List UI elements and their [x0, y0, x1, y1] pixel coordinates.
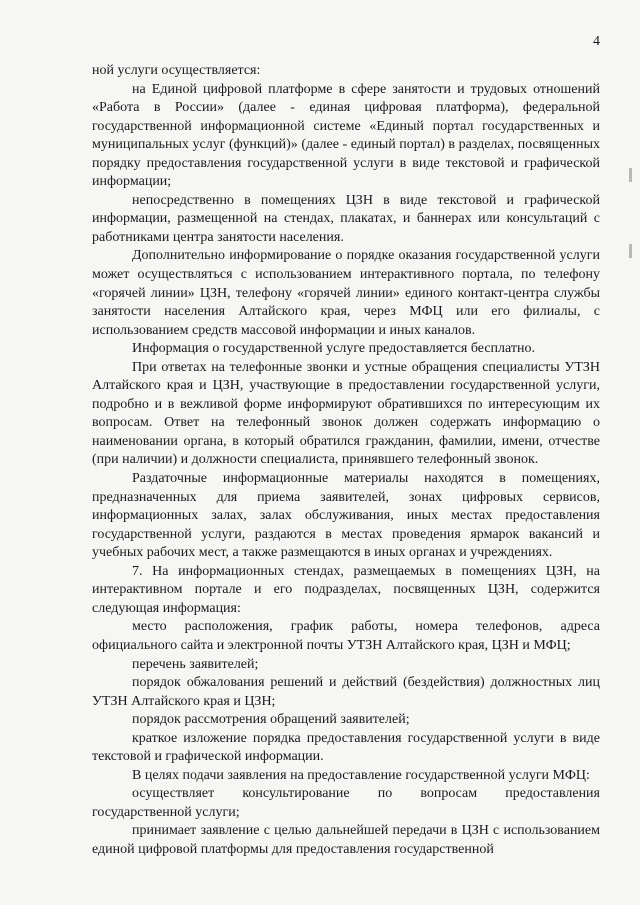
paragraph: Раздаточные информационные материалы находятся в помещениях, предназначенных для приема заявителей, зонах цифровых сервисов, информационных залах, залах обслуживания, иных местах предоставления государственной услуги, раздаются в местах проведения ярмарок вакансий и учебных рабочих мест, а также размещаются в иных органах и учреждениях.	[92, 471, 600, 561]
paragraph: В целях подачи заявления на предоставление государственной услуги МФЦ:	[132, 767, 590, 783]
scan-edge-mark	[629, 244, 632, 258]
paragraph: порядок обжалования решений и действий (бездействия) должностных лиц УТЗН Алтайского края и ЦЗН;	[92, 675, 600, 709]
paragraph: 7. На информационных стендах, размещаемых в помещениях ЦЗН, на интерактивном портале и его подразделах, посвященных ЦЗН, содержится следующая информация:	[92, 563, 600, 616]
body-text	[92, 62, 600, 860]
page-number: 4	[593, 34, 600, 49]
scan-edge-mark	[629, 168, 632, 182]
paragraph: непосредственно в помещениях ЦЗН в виде текстовой и графической информации, размещенной на стендах, плакатах, и баннерах или консультаций с работниками центра занятости населения.	[92, 192, 600, 245]
paragraph: осуществляет консультирование по вопросам предоставления государственной услуги;	[92, 786, 600, 820]
paragraph: порядок рассмотрения обращений заявителей;	[132, 712, 410, 728]
paragraph: Информация о государственной услуге предоставляется бесплатно.	[132, 341, 535, 357]
paragraph: ной услуги осуществляется:	[92, 63, 261, 78]
paragraph: принимает заявление с целью дальнейшей передачи в ЦЗН с использованием единой цифровой платформы для предоставления государственной	[92, 823, 600, 857]
paragraph: место расположения, график работы, номера телефонов, адреса официального сайта и электронной почты УТЗН Алтайского края, ЦЗН и МФЦ;	[92, 619, 600, 653]
paragraph: При ответах на телефонные звонки и устные обращения специалисты УТЗН Алтайского края и ЦЗН, участвующие в предоставлении государственной услуги, подробно и в вежливой форме информируют обратившихся по интересующим их вопросам. Ответ на телефонный звонок должен содержать информацию о наименовании органа, в который обратился гражданин, фамилии, имени, отчестве (при наличии) и должности специалиста, принявшего телефонный звонок.	[92, 359, 600, 468]
paragraph: перечень заявителей;	[132, 656, 259, 672]
paragraph: краткое изложение порядка предоставления государственной услуги в виде текстовой и графической информации.	[92, 730, 600, 765]
paragraph: Дополнительно информирование о порядке оказания государственной услуги может осуществляться с использованием интерактивного портала, по телефону «горячей линии» ЦЗН, телефону «горячей линии» единого контакт-центра службы занятости населения Алтайского края, через МФЦ или его филиалы, с использованием средств массовой информации и иных каналов.	[92, 248, 600, 338]
paragraph: на Единой цифровой платформе в сфере занятости и трудовых отношений «Работа в России» (далее - единая цифровая платформа), федеральной государственной информационной системе «Единый портал государственных и муниципальных услуг (функций)» (далее - единый портал) в разделах, посвященных порядку предоставления государственной услуги в виде текстовой и графической информации;	[92, 81, 600, 190]
